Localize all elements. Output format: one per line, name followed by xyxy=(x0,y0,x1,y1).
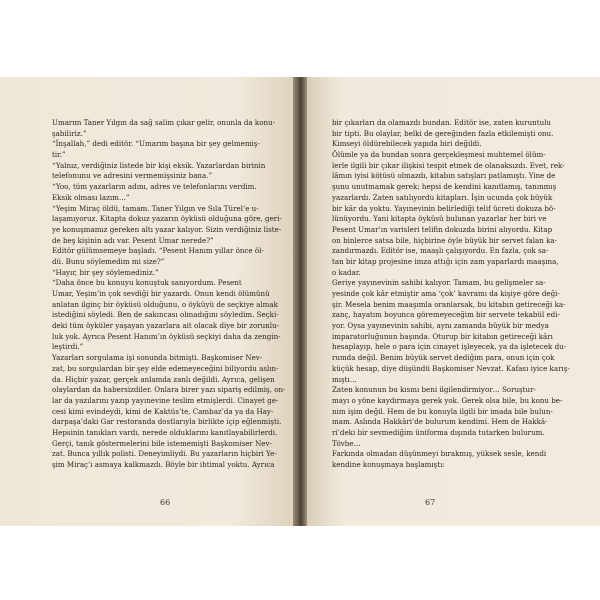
text-line: “Daha önce bu konuyu konuştuk sanıyordum. Pesent xyxy=(52,278,242,288)
text-line: “İnşallah,” dedi editör. “Umarım başına bir şey gelmemiş- xyxy=(52,139,260,149)
text-line: lâmın iyisi kötüsü olmazdı, kitabın satışları patlamıştı. Yine de xyxy=(332,171,556,181)
text-line: Farkında olmadan düşünmeyi bırakmış, yüksek sesle, kendi xyxy=(332,449,547,459)
text-line: “Yalnız, verdiğiniz listede bir kişi eksik. Yazarlardan birinin xyxy=(52,160,266,170)
text-line: yazarlardı. Zaten satılıyordu kitapları. İşin ucunda çok büyük xyxy=(332,192,553,202)
text-line: Hepsinin tanıkları vardı, nerede olduklarını kanıtlayabilirlerdi. xyxy=(52,427,278,437)
text-line: bir çıkarları da olamazdı bundan. Editör ise, zaten kuruntulu xyxy=(332,118,551,127)
text-line: yesinde çok kâr etmiştir ama ‘çok’ kavramı da kişiye göre deği- xyxy=(332,289,560,298)
text-line: hesaplayıp, hele o para için cinayet işleyecek, ya da işletecek du- xyxy=(332,342,567,352)
text-line: zat, bu sorgulardan bir şey elde edemeyeceğini biliyordu aslın- xyxy=(52,363,279,373)
text-line: imparatorluğunun başında. Oturup bir kitabın getireceği kârı xyxy=(332,331,553,341)
book-gutter xyxy=(293,77,307,526)
text-line: laşamıyoruz. Kitapta dokuz yazarın öyküsü olduğuna göre, geri- xyxy=(52,214,282,224)
text-line: Tövbe… xyxy=(332,438,361,448)
text-line: zandırmazdı. Editör ise, maaşlı çalışıyordu. En fazla, çok sa- xyxy=(332,246,549,256)
text-line: “Yoo, tüm yazarların adını, adres ve telefonlarını verdim. xyxy=(52,182,257,192)
text-line: rumda değil. Benim büyük servet dediğim para, onun için çok xyxy=(332,353,555,363)
text-line: Umar, Yeşim’in çok sevdiği bir yazardı. Onun kendi ölümünü xyxy=(52,289,270,298)
text-line: mayı o yöne kaydırmaya gerek yok. Gerek olsa bile, bu konu be- xyxy=(332,395,563,405)
text-line: bir kâr da yoktu. Yayınevinin belirlediği telif ücreti dokuza bö- xyxy=(332,203,556,213)
text-line: anlatan ilginç bir öyküsü olduğunu, o öyküyü de seçkiye almak xyxy=(52,299,278,309)
text-line: Eksik olması lazım…” xyxy=(52,192,130,202)
right-page xyxy=(307,77,600,526)
text-line: lünüyordu. Yani kitapta öyküsü bulunan yazarlar her biri ve xyxy=(332,214,547,224)
text-line: “Yeşim Miraç öldü, tamam. Taner Yılgın ve Sıla Türel’e u- xyxy=(52,203,259,213)
text-line: Zaten konunun bu kısmı beni ilgilendirmiyor… Soruştur- xyxy=(332,385,536,395)
text-line: Umarım Taner Yılgın da sağ salim çıkar gelir, onunla da konu- xyxy=(52,118,276,127)
text-line: “Hayır, bir şey söylemediniz.” xyxy=(52,267,159,277)
text-line: Gerçi, tanık göstermelerini bile istememişti Başkomiser Nev- xyxy=(52,438,272,448)
text-line: şim Miraç’ı asmaya kalkmazdı. Böyle bir ihtimal yoktu. Ayrıca xyxy=(52,460,275,469)
right-page-text xyxy=(332,118,572,471)
text-line: telefonunu ve adresini vermemişsiniz bana.” xyxy=(52,171,213,181)
left-page-text xyxy=(52,118,284,471)
text-line: ri’deki bir sevmediğim üniforma dışında tutarken bulurum. xyxy=(332,427,545,437)
text-line: lerle ilgili bir çıkar ilişkisi tespit etmek de olanaksızdı. Evet, rek- xyxy=(332,160,565,170)
text-line: istediğini söyledi. Ben de sakıncası olmadığını söyledim. Seçki- xyxy=(52,310,279,320)
text-line: darpaşa’daki Gar restoranda dostlarıyla birlikte içip eğlenmişti. xyxy=(52,417,282,427)
text-line: luk yok. Ayrıca Pesent Hanım’ın öyküsü seçkiyi daha da zengin- xyxy=(52,331,281,341)
text-line: yor. Oysa yayınevinin sahibi, aynı zamanda büyük bir medya xyxy=(332,321,549,331)
text-line: olaylardan da habersizdiler. Onlara birer yazı sipariş edilmiş, on- xyxy=(52,385,286,395)
text-line: Editör gülümsemeye başladı. “Pesent Hanım yıllar önce öl- xyxy=(52,246,264,256)
text-line: dü. Bunu söylemedim mi size?” xyxy=(52,256,165,266)
text-line: Ölümle ya da bundan sonra gerçekleşmesi muhtemel ölüm- xyxy=(332,150,546,160)
text-line: cesi kimi evindeydi, kimi de Kaktüs’te, Cambaz’da ya da Hay- xyxy=(52,406,274,416)
left-page xyxy=(0,77,293,526)
text-line: Yazarları sorgulama işi sonunda bitmişti. Başkomiser Nev- xyxy=(52,353,263,363)
text-line: Pesent Umar’ın varisleri telifin dokuzda birini alıyordu. Kitap xyxy=(332,224,553,234)
text-line: tan bir kitap projesine imza attığı için zam yaparlardı maaşına, xyxy=(332,256,559,266)
text-line: deki tüm öyküler yaşayan yazarlara ait olacak diye bir zorunlu- xyxy=(52,321,279,331)
text-line: tir.” xyxy=(52,150,66,160)
text-line: şabiliriz.” xyxy=(52,128,87,138)
text-line: Geriye yayınevinin sahibi kalıyor. Tamam, bu gelişmeler sa- xyxy=(332,278,546,288)
text-line: nim işim değil. Hem de bu konuyla ilgili bir imada bile bulun- xyxy=(332,406,553,416)
left-page-number: 66 xyxy=(160,498,171,507)
text-line: küçük hesap, diye düşündü Başkomiser Nevzat. Kafası iyice karış- xyxy=(332,363,570,373)
text-line: zanç, hayatım boyunca göremeyeceğim bir servete tekabül edi- xyxy=(332,310,560,320)
text-line: kendine konuşmaya başlamıştı: xyxy=(332,460,445,469)
text-line: ye konuşmamız gereken altı yazar kalıyor. Sizin verdiğiniz liste- xyxy=(52,224,282,234)
text-line: lar da yazılarını yazıp yayınevine teslim etmişlerdi. Cinayet ge- xyxy=(52,395,279,405)
text-line: o kadar. xyxy=(332,267,361,277)
text-line: bir tipti. Bu olaylar, belki de gereğinden fazla etkilemişti onu. xyxy=(332,128,554,138)
text-line: da. Hiçbir yazar, gerçek anlamda zanlı değildi. Ayrıca, gelişen xyxy=(52,374,275,384)
text-line: Kimseyi öldürebilecek yapıda biri değildi. xyxy=(332,139,482,149)
text-line: leştirdi.” xyxy=(52,342,84,352)
text-line: zat. Bunca yıllık polisti. Deneyimliydi. Bu yazarların hiçbiri Ye- xyxy=(52,449,277,459)
right-page-number: 67 xyxy=(425,498,436,507)
text-line: mam. Aslında Hakkâri’de bulurum kendimi. Hem de Hakkâ- xyxy=(332,417,548,427)
text-line: şir. Mesela benim maaşımla oranlarsak, bu kitabın getireceği ka- xyxy=(332,299,566,309)
text-line: mıştı… xyxy=(332,374,357,384)
text-line: on binlerce satsa bile, hiçbirine öyle büyük bir servet falan ka- xyxy=(332,235,558,245)
text-line: de beş kişinin adı var. Pesent Umar nerede?” xyxy=(52,235,214,245)
text-line: şunu unutmamak gerek; hepsi de kendini kanıtlamış, tanınmış xyxy=(332,182,557,192)
